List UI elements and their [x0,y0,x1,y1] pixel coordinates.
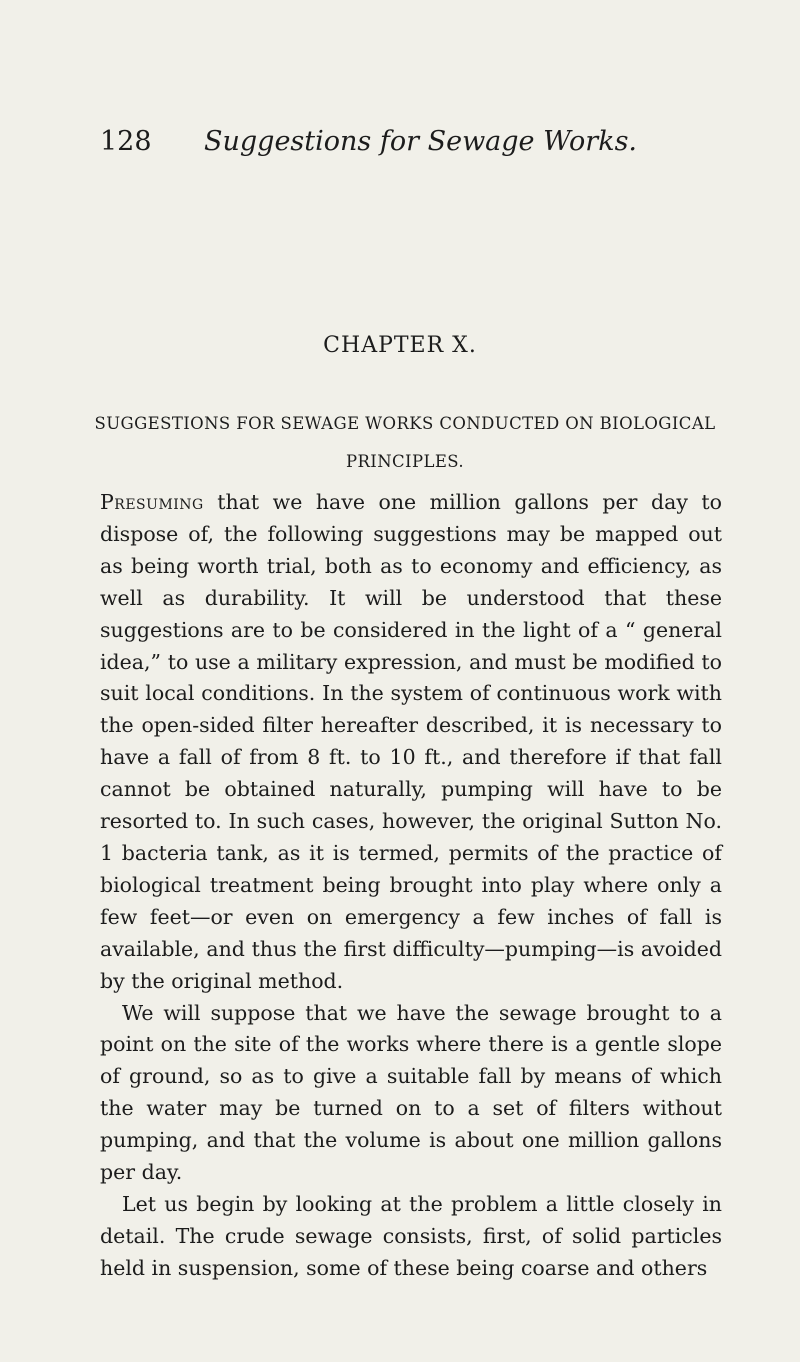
chapter-title: CHAPTER X. [323,333,477,358]
running-head [100,126,700,166]
paragraph-1-text: that we have one million gallons per day to dispose of, the following suggestions may be mapped out as being worth trial, both as to economy and efficiency, as well as durability. It will be understood that these suggestions are to be considered in the light of a “ general idea,” to use a military expression, and must be modified to suit local conditions. In the system of continuous work with the open-sided filter hereafter described, it is necessary to have a fall of from 8 ft. to 10 ft., and therefore if that fall cannot be obtained naturally, pumping will have to be resorted to. In such cases, however, the original Sutton No. 1 bacteria tank, as it is termed, permits of the practice of biological treatment being brought into play where only a few feet—or even on emergency a few inches of fall is available, and thus the first difficulty—pumping—is avoided by the original method. [100,490,722,993]
body-text [100,487,722,1285]
paragraph-2: We will suppose that we have the sewage brought to a point on the site of the works where there is a gentle slope of ground, so as to give a suitable fall by means of which the water may be turned on to a set of filters without pumping, and that the volume is about one million gallons per day. [100,1000,722,1185]
chapter-subtitle: SUGGESTIONS FOR SEWAGE WORKS CONDUCTED ON BIOLOGICAL PRINCIPLES. [94,414,716,471]
paragraph-lead-word: Presuming [100,490,204,514]
page-number: 128 [100,126,152,157]
paragraph-3: Let us begin by looking at the problem a little closely in detail. The crude sewage consists, first, of solid particles held in suspension, some of these being coarse and others [100,1191,722,1280]
running-title: Suggestions for Sewage Works. [204,126,638,157]
paragraph-1 [100,487,722,998]
